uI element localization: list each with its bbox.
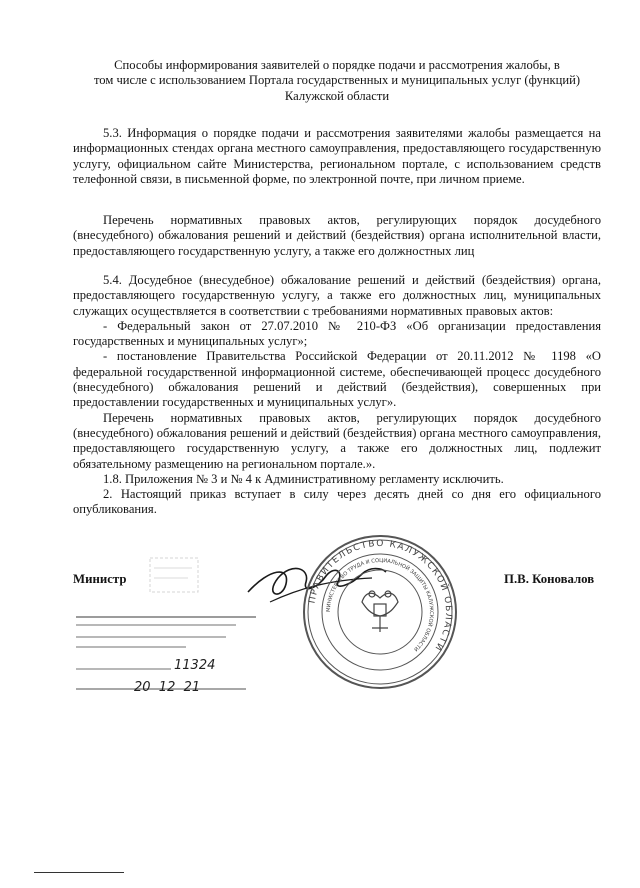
paragraph-government-decree: - постановление Правительства Российской Федерации от 20.11.2012 № 1198 «О федеральной государственной информационной системе, обеспечивающей процесс досудебного (внесудебного) обжалования решений и действий (бездействия), совершенных при предоставлении государственных и муниципальных услуг». [73, 349, 601, 410]
seal-inner-text: МИНИСТЕРСТВО ТРУДА И СОЦИАЛЬНОЙ ЗАЩИТЫ КАЛУЖСКОЙ ОБЛАСТИ [325, 557, 435, 653]
section-5-3-list-intro [73, 213, 601, 259]
paragraph-2: 2. Настоящий приказ вступает в силу через десять дней со дня его официального опубликования. [73, 487, 601, 517]
heading-line-1: Способы информирования заявителей о порядке подачи и рассмотрения жалобы, в [114, 58, 560, 72]
paragraph-acts-list: Перечень нормативных правовых актов, регулирующих порядок досудебного (внесудебного) обжалования решений и действий (бездействия) органа местного самоуправления, предоставляющего государственную услугу, а также его должностных лиц, подлежит обязательному размещению на региональном портале.». [73, 410, 601, 471]
paragraph-federal-law: - Федеральный закон от 27.07.2010 № 210-ФЗ «Об организации предоставления государственных и муниципальных услуг»; [73, 318, 601, 349]
registration-number: 11324 [174, 658, 216, 673]
heading-line-3: Калужской области [284, 88, 390, 103]
heading-line-2: том числе с использованием Портала государственных и муниципальных услуг (функций) [93, 73, 581, 88]
document-heading [73, 58, 601, 104]
footnote-separator [34, 872, 124, 873]
official-seal-icon [300, 532, 460, 692]
section-5-3 [73, 126, 601, 187]
paragraph-5-3-list: Перечень нормативных правовых актов, регулирующих порядок досудебного (внесудебного) обжалования решений и действий (бездействия) органа исполнительной власти, предоставляющего государственную услугу, а также его должностных лиц [73, 213, 601, 258]
coat-of-arms-icon [362, 591, 398, 632]
signer-title: Министр [73, 572, 127, 586]
section-5-4 [73, 273, 601, 518]
registration-date: 20 12 21 [134, 680, 201, 695]
seal-outer-text: ПРАВИТЕЛЬСТВО КАЛУЖСКОЙ ОБЛАСТИ [307, 538, 454, 654]
signer-name: П.В. Коновалов [504, 572, 595, 586]
faint-stamp-trace-icon [148, 556, 200, 594]
registration-stamp [76, 610, 266, 700]
paragraph-1-8: 1.8. Приложения № 3 и № 4 к Административному регламенту исключить. [103, 471, 504, 486]
svg-text:МИНИСТЕРСТВО ТРУДА И СОЦИАЛЬНО [326, 558, 434, 652]
paragraph-5-3: 5.3. Информация о порядке подачи и рассмотрения заявителями жалобы размещается на информационных стендах органа местного самоуправления, предоставляющего государственную услугу, официальном сайте Министерства, региональном портале, с использованием средств телефонной связи, в письменной форме, по электронной почте, при личном приеме. [73, 126, 601, 186]
paragraph-5-4: 5.4. Досудебное (внесудебное) обжалование решений и действий (бездействия) органа, предоставляющего государственную услугу, а также его должностных лиц, муниципальных служащих осуществляется в соответствии с требованиями нормативных правовых актов: [73, 273, 601, 318]
